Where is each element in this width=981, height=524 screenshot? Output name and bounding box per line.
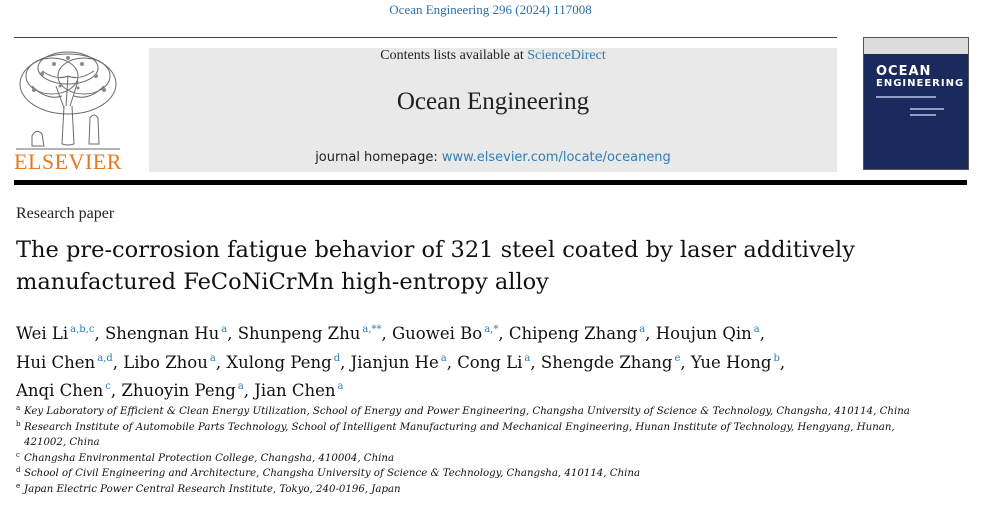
- author-name[interactable]: Guowei Bo: [392, 324, 483, 343]
- journal-banner: [149, 48, 837, 172]
- author-name[interactable]: Shengnan Hu: [104, 324, 220, 343]
- author-affiliation-marker[interactable]: a: [753, 324, 760, 335]
- author-affiliation-marker[interactable]: a: [221, 324, 228, 335]
- author-affiliation-marker[interactable]: a,b,c: [70, 324, 95, 335]
- author-affiliation-marker[interactable]: a: [440, 352, 447, 364]
- cover-title-engineering: ENGINEERING: [876, 78, 965, 89]
- affiliation-item: [16, 451, 916, 467]
- author-separator: ,: [112, 352, 124, 372]
- author-affiliation-marker[interactable]: a: [524, 352, 531, 364]
- author-separator: ,: [243, 381, 255, 400]
- journal-title: Ocean Engineering: [396, 88, 590, 115]
- author-separator: ,: [530, 352, 541, 372]
- author-name[interactable]: Cong Li: [457, 352, 523, 372]
- author-name[interactable]: Yue Hong: [690, 352, 772, 372]
- author-separator: ,: [446, 352, 458, 372]
- author-affiliation-marker[interactable]: c: [105, 381, 111, 392]
- header-thick-rule: [14, 180, 967, 185]
- author-name[interactable]: Shunpeng Zhu: [237, 324, 361, 343]
- homepage-prefix: journal homepage:: [315, 150, 442, 165]
- journal-citation[interactable]: Ocean Engineering 296 (2024) 117008: [389, 2, 592, 17]
- affiliation-key: c: [16, 450, 20, 459]
- affiliation-item: [16, 482, 916, 498]
- author-separator: ,: [215, 352, 227, 372]
- affiliation-item: [16, 420, 916, 451]
- author-name[interactable]: Hui Chen: [16, 352, 96, 372]
- author-name[interactable]: Houjun Qin: [655, 324, 752, 343]
- author-separator: ,: [680, 352, 691, 372]
- header-divider: [14, 37, 837, 38]
- author-affiliation-marker[interactable]: a: [237, 381, 244, 392]
- author-affiliation-marker[interactable]: e: [674, 352, 681, 364]
- author-name[interactable]: Shengde Zhang: [540, 352, 673, 372]
- author-affiliation-marker[interactable]: d: [333, 352, 341, 364]
- author-separator: ,: [498, 324, 509, 343]
- contents-line: [149, 48, 837, 64]
- author-affiliation-marker[interactable]: a: [209, 352, 216, 364]
- article-type: Research paper: [16, 205, 115, 222]
- sciencedirect-link[interactable]: ScienceDirect: [527, 48, 606, 63]
- affiliation-item: [16, 404, 916, 420]
- affiliation-text: Key Laboratory of Efficient & Clean Energy Utilization, School of Energy and Power Engineering, Changsha University of Science & Technology, Changsha, 410114, China: [24, 406, 910, 417]
- cover-rule: [876, 96, 936, 98]
- cover-top-band: [864, 38, 968, 54]
- cover-rule: [910, 108, 944, 110]
- author-list: [16, 318, 916, 404]
- affiliation-list: [16, 404, 916, 497]
- author-separator: ,: [779, 352, 786, 372]
- author-separator: ,: [381, 324, 392, 343]
- author-separator: ,: [645, 324, 656, 343]
- affiliation-text: Japan Electric Power Central Research Institute, Tokyo, 240-0196, Japan: [24, 483, 401, 495]
- author-name[interactable]: Jian Chen: [254, 381, 336, 400]
- author-separator: ,: [110, 381, 122, 400]
- author-affiliation-marker[interactable]: b: [773, 352, 780, 364]
- author-affiliation-marker[interactable]: a: [337, 381, 344, 392]
- affiliation-item: [16, 466, 916, 482]
- elsevier-wordmark: ELSEVIER: [14, 149, 122, 174]
- author-name[interactable]: Xulong Peng: [226, 352, 332, 372]
- author-affiliation-marker[interactable]: a,**: [362, 324, 382, 335]
- cover-title-ocean: OCEAN: [876, 64, 932, 79]
- author-name[interactable]: Libo Zhou: [123, 352, 208, 372]
- homepage-link[interactable]: www.elsevier.com/locate/oceaneng: [441, 150, 671, 165]
- article-title: The pre-corrosion fatigue behavior of 321 steel coated by laser additively manufactured FeCoNiCrMn high-entropy alloy: [16, 237, 855, 295]
- affiliation-key: d: [16, 466, 21, 474]
- affiliation-key: e: [16, 481, 21, 490]
- affiliation-text: Research Institute of Automobile Parts Technology, School of Intelligent Manufacturing and Mechanical Engineering, Hunan Institute of Technology, Hengyang, Hunan, 421002, China: [24, 421, 895, 448]
- contents-prefix: Contents lists available at: [380, 48, 528, 63]
- affiliation-text: Changsha Environmental Protection College, Changsha, 410004, China: [24, 452, 395, 464]
- author-separator: ,: [94, 324, 105, 343]
- homepage-line: [149, 150, 837, 165]
- journal-cover-thumbnail[interactable]: [863, 37, 969, 170]
- author-name[interactable]: Anqi Chen: [16, 381, 104, 400]
- affiliation-text: School of Civil Engineering and Architecture, Changsha University of Science & Technology, Changsha, 410114, China: [24, 468, 641, 479]
- author-separator: ,: [759, 324, 765, 343]
- author-affiliation-marker[interactable]: a: [639, 324, 646, 335]
- author-name[interactable]: Wei Li: [16, 324, 69, 343]
- author-separator: ,: [227, 324, 238, 343]
- author-separator: ,: [340, 352, 351, 372]
- affiliation-key: a: [16, 404, 21, 412]
- author-name[interactable]: Zhuoyin Peng: [121, 381, 236, 400]
- author-affiliation-marker[interactable]: a,*: [484, 324, 499, 335]
- author-affiliation-marker[interactable]: a,d: [97, 352, 113, 364]
- affiliation-key: b: [16, 419, 21, 428]
- author-name[interactable]: Jianjun He: [350, 352, 439, 372]
- cover-rule: [910, 114, 936, 116]
- author-name[interactable]: Chipeng Zhang: [508, 324, 638, 343]
